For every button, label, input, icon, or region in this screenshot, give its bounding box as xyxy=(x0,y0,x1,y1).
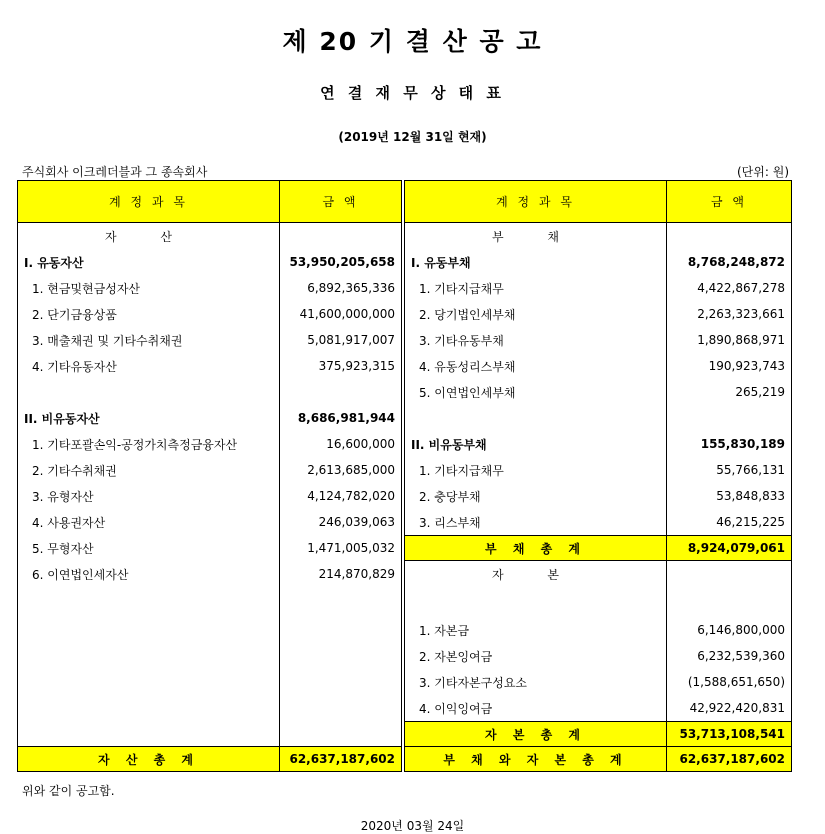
statement-date: (2019년 12월 31일 현재) xyxy=(338,130,487,144)
header-amount: 금 액 xyxy=(667,181,792,223)
group-label: II. 비유동부채 xyxy=(405,431,667,457)
item-label: 5. 이연법인세부채 xyxy=(405,379,667,405)
assets-total-amount: 62,637,187,602 xyxy=(280,747,402,772)
liabilities-equity-table xyxy=(404,180,792,772)
group-amount: 53,950,205,658 xyxy=(280,249,402,275)
group-label: I. 유동자산 xyxy=(18,249,280,275)
item-amount: 214,870,829 xyxy=(280,561,402,587)
item-amount: 2,263,323,661 xyxy=(667,301,792,327)
item-label: 4. 유동성리스부채 xyxy=(405,353,667,379)
equity-total-amount: 53,713,108,541 xyxy=(667,722,792,747)
item-amount: (1,588,651,650) xyxy=(667,669,792,695)
item-label: 2. 자본잉여금 xyxy=(405,643,667,669)
item-amount: 6,892,365,336 xyxy=(280,275,402,301)
item-label: 2. 기타수취채권 xyxy=(18,457,280,483)
item-amount: 55,766,131 xyxy=(667,457,792,483)
item-amount: 4,422,867,278 xyxy=(667,275,792,301)
unit-label: (단위: 원) xyxy=(737,165,789,179)
item-amount: 16,600,000 xyxy=(280,431,402,457)
group-label: II. 비유동자산 xyxy=(18,405,280,431)
company-name: 주식회사 이크레더블과 그 종속회사 xyxy=(22,165,208,179)
item-label: 1. 기타포괄손익-공정가치측정금융자산 xyxy=(18,431,280,457)
footnote: 위와 같이 공고함. xyxy=(22,784,115,798)
item-label: 6. 이연법인세자산 xyxy=(18,561,280,587)
item-label: 3. 매출채권 및 기타수취채권 xyxy=(18,327,280,353)
item-amount: 6,232,539,360 xyxy=(667,643,792,669)
assets-table xyxy=(17,180,402,772)
item-label: 1. 기타지급채무 xyxy=(405,275,667,301)
item-label: 2. 충당부채 xyxy=(405,483,667,509)
group-amount: 155,830,189 xyxy=(667,431,792,457)
section-equity: 자 본 xyxy=(405,561,667,588)
header-account: 계 정 과 목 xyxy=(405,181,667,223)
item-label: 5. 무형자산 xyxy=(18,535,280,561)
section-liabilities: 부 채 xyxy=(405,223,667,250)
item-amount: 5,081,917,007 xyxy=(280,327,402,353)
item-amount: 4,124,782,020 xyxy=(280,483,402,509)
statement-title: 연 결 재 무 상 태 표 xyxy=(320,84,505,102)
item-amount: 41,600,000,000 xyxy=(280,301,402,327)
group-amount: 8,768,248,872 xyxy=(667,249,792,275)
item-amount: 53,848,833 xyxy=(667,483,792,509)
item-amount: 2,613,685,000 xyxy=(280,457,402,483)
item-label: 1. 기타지급채무 xyxy=(405,457,667,483)
item-label: 3. 리스부채 xyxy=(405,509,667,536)
item-label: 3. 기타유동부채 xyxy=(405,327,667,353)
item-label: 4. 기타유동자산 xyxy=(18,353,280,379)
liab-equity-total-label: 부 채 와 자 본 총 계 xyxy=(405,747,667,772)
item-amount: 375,923,315 xyxy=(280,353,402,379)
item-amount: 1,890,868,971 xyxy=(667,327,792,353)
item-amount: 190,923,743 xyxy=(667,353,792,379)
header-account: 계 정 과 목 xyxy=(18,181,280,223)
liabilities-total-label: 부 채 총 계 xyxy=(405,536,667,561)
item-label: 3. 유형자산 xyxy=(18,483,280,509)
item-label: 1. 자본금 xyxy=(405,617,667,643)
equity-total-label: 자 본 총 계 xyxy=(405,722,667,747)
item-label: 3. 기타자본구성요소 xyxy=(405,669,667,695)
group-label: I. 유동부채 xyxy=(405,249,667,275)
page-title: 제 20 기 결 산 공 고 xyxy=(282,27,543,56)
liabilities-total-amount: 8,924,079,061 xyxy=(667,536,792,561)
item-amount: 246,039,063 xyxy=(280,509,402,535)
item-amount: 6,146,800,000 xyxy=(667,617,792,643)
item-label: 1. 현금및현금성자산 xyxy=(18,275,280,301)
item-label: 2. 당기법인세부채 xyxy=(405,301,667,327)
publication-date: 2020년 03월 24일 xyxy=(360,819,465,833)
header-amount: 금 액 xyxy=(280,181,402,223)
section-assets: 자 산 xyxy=(18,223,280,250)
item-label: 2. 단기금융상품 xyxy=(18,301,280,327)
liab-equity-total-amount: 62,637,187,602 xyxy=(667,747,792,772)
assets-total-label: 자 산 총 계 xyxy=(18,747,280,772)
item-amount: 1,471,005,032 xyxy=(280,535,402,561)
group-amount: 8,686,981,944 xyxy=(280,405,402,431)
item-label: 4. 사용권자산 xyxy=(18,509,280,535)
item-amount: 46,215,225 xyxy=(667,509,792,536)
item-amount: 42,922,420,831 xyxy=(667,695,792,722)
item-label: 4. 이익잉여금 xyxy=(405,695,667,722)
item-amount: 265,219 xyxy=(667,379,792,405)
